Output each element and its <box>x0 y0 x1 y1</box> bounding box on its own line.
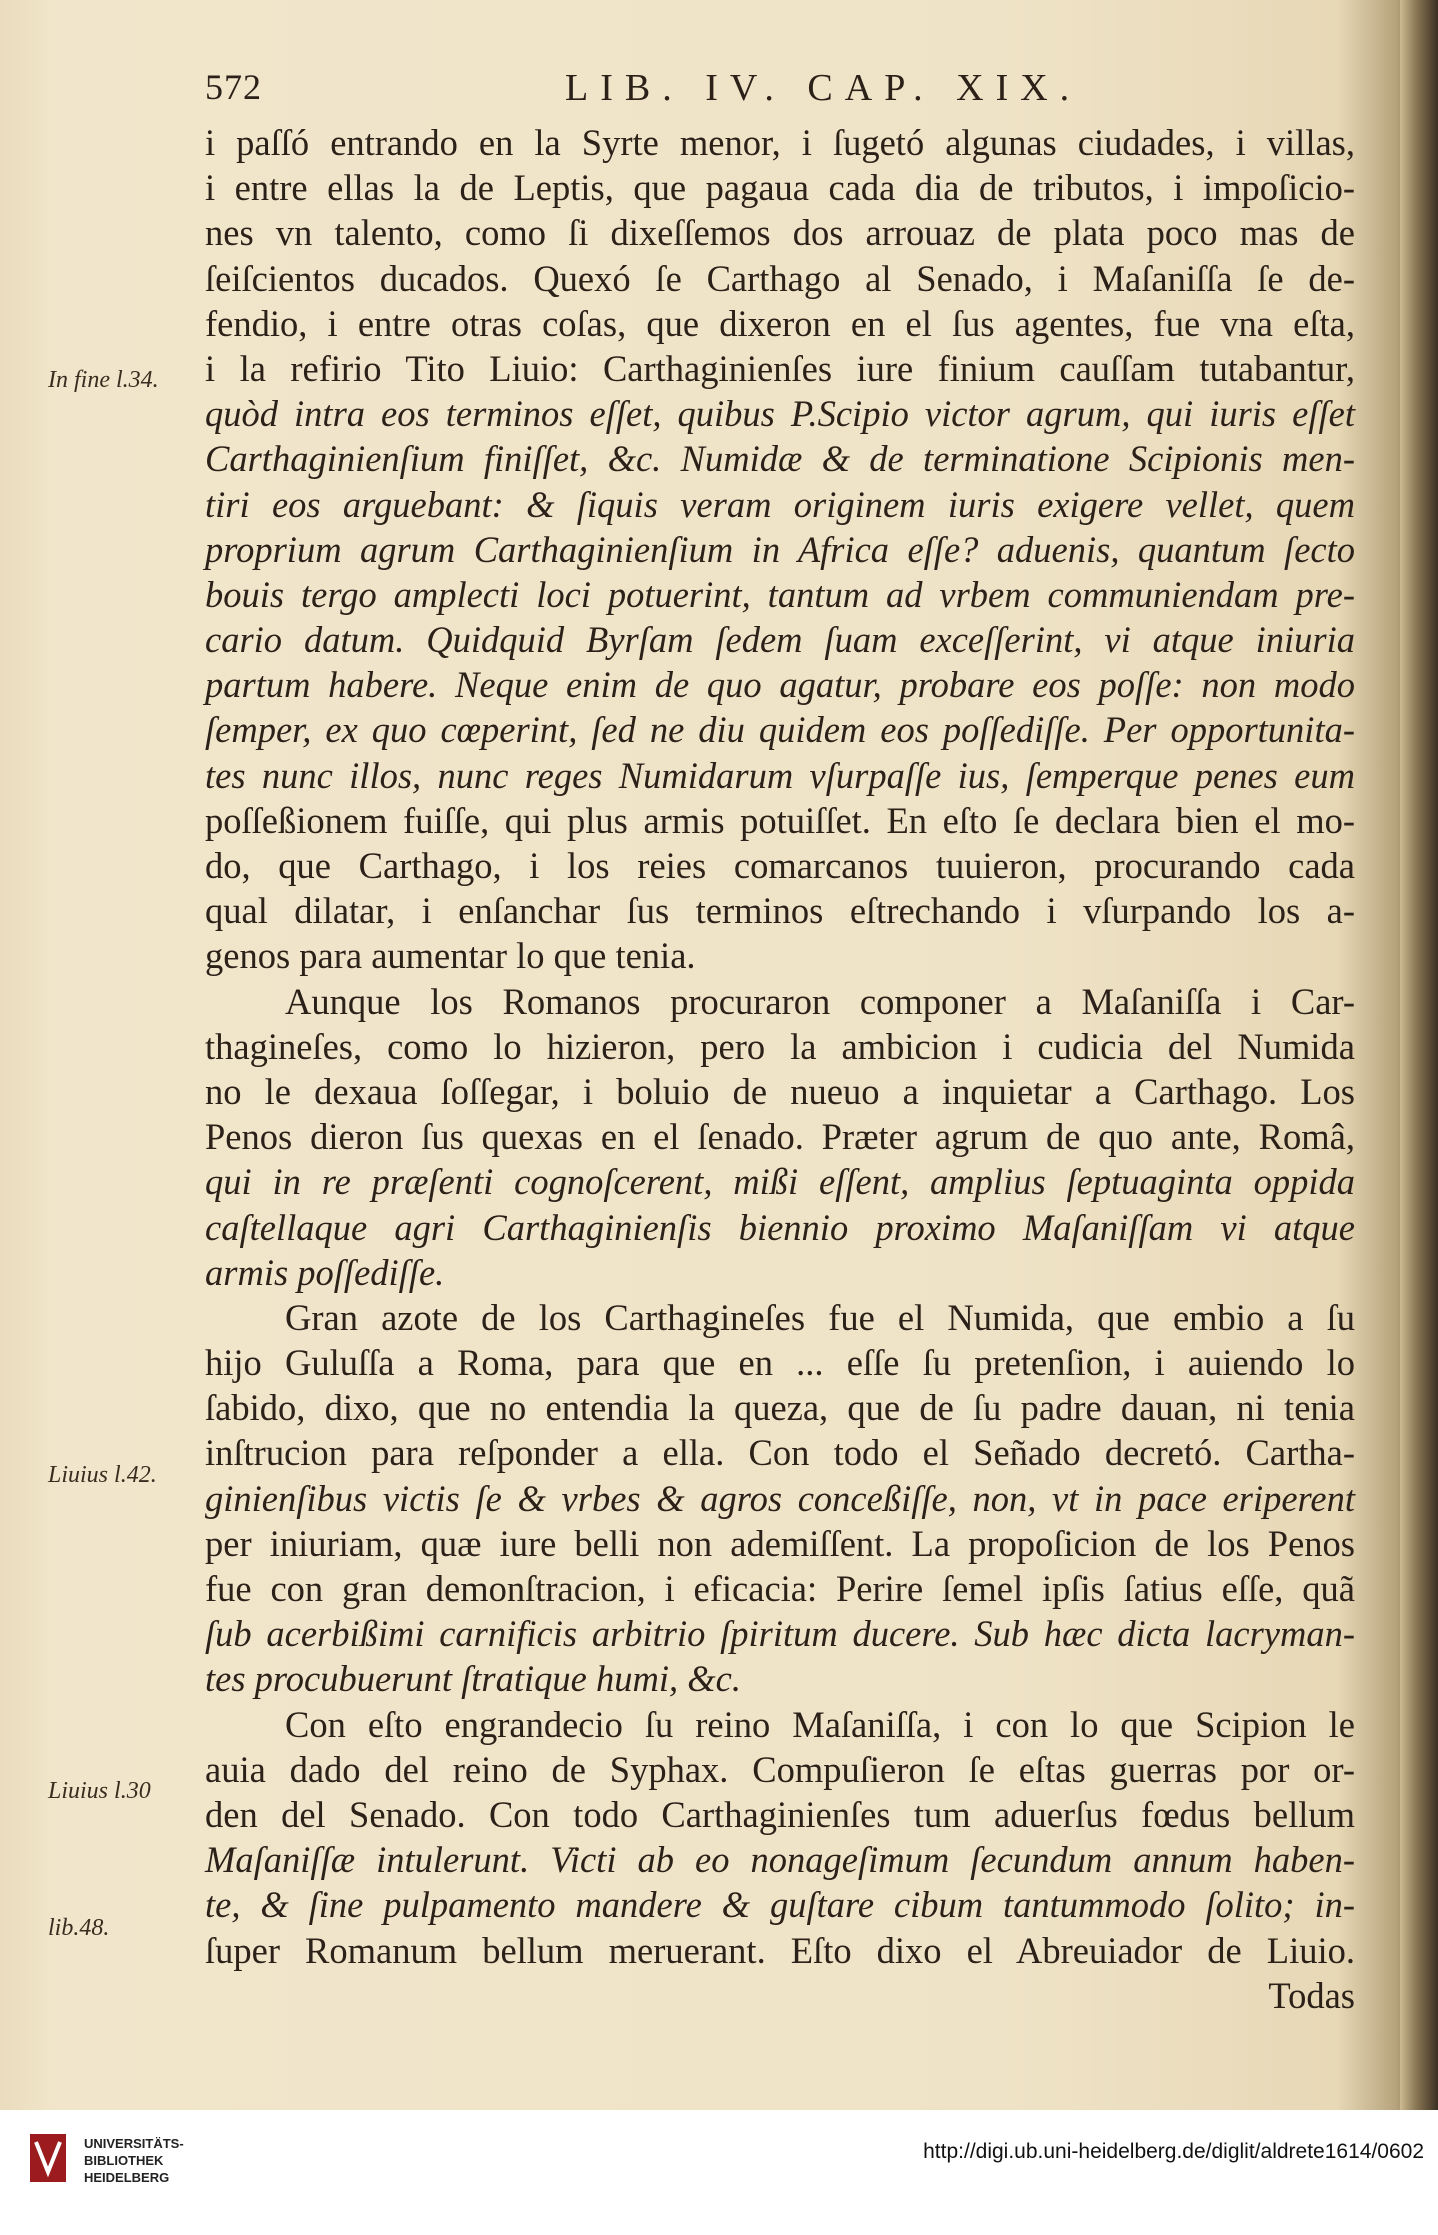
text-line: qual dilatar, i enſanchar ſus terminos eſtrechando i vſurpando los a- <box>205 890 1355 932</box>
text-line: Penos dieron ſus quexas en el ſenado. Præter agrum de quo ante, Româ, <box>205 1116 1355 1158</box>
text-line: ſuper Romanum bellum meruerant. Eſto dixo el Abreuiador de Liuio. <box>205 1929 1355 1971</box>
text-line: caſtellaque agri Carthaginienſis biennio proximo Maſaniſſam vi atque <box>205 1206 1355 1248</box>
text-line: partum habere. Neque enim de quo agatur, probare eos poſſe: non modo <box>205 664 1355 706</box>
university-seal-icon <box>28 2132 68 2184</box>
text-line: fue con gran demonſtracion, i eficacia: Perire ſemel ipſis ſatius eſſe, quã <box>205 1568 1355 1609</box>
text-line: per iniuriam, quæ iure belli non ademiſſent. La propoſicion de los Penos <box>205 1522 1355 1564</box>
margin-note: Liuius l.30 <box>48 1778 151 1804</box>
text-line: fendio, i entre otras coſas, que dixeron en el ſus agentes, fue vna eſta, <box>205 302 1355 344</box>
text-line: te, & ſine pulpamento mandere & guſtare cibum tantummodo ſolito; in- <box>205 1884 1355 1926</box>
text-line: hijo Guluſſa a Roma, para que en ... eſſe ſu pretenſion, i auiendo lo <box>205 1342 1355 1384</box>
chapter-heading: LIB. IV. CAP. XIX. <box>565 67 1082 109</box>
text-line: no le dexaua ſoſſegar, i boluio de nueuo a inquietar a Carthago. Los <box>205 1070 1355 1112</box>
text-line: ſeiſcientos ducados. Quexó ſe Carthago al Senado, i Maſaniſſa ſe de- <box>205 257 1355 299</box>
text-line: ſub acerbißimi carnificis arbitrio ſpiritum ducere. Sub hæc dicta lacryman- <box>205 1613 1355 1655</box>
text-line: tes procubuerunt ſtratique humi, &c. <box>205 1658 741 1700</box>
text-line: qui in re præſenti cognoſcerent, mißi eſſent, amplius ſeptuaginta oppida <box>205 1161 1355 1203</box>
text-line: i la refirio Tito Liuio: Carthaginienſes iure finium cauſſam tutabantur, <box>205 347 1355 389</box>
text-line: do, que Carthago, i los reies comarcanos tuuieron, procurando cada <box>205 845 1355 886</box>
digitization-footer <box>0 2110 1438 2235</box>
text-line: cario datum. Quidquid Byrſam ſedem ſuam exceſſerint, vi atque iniuria <box>205 619 1355 661</box>
text-line: poſſeßionem fuiſſe, qui plus armis potuiſſet. En eſto ſe declara bien el mo- <box>205 799 1355 841</box>
text-line: bouis tergo amplecti loci potuerint, tantum ad vrbem communiendam pre- <box>205 573 1355 615</box>
margin-note: lib.48. <box>48 1915 110 1941</box>
text-line: tes nunc illos, nunc reges Numidarum vſurpaſſe ius, ſemperque penes eum <box>205 754 1355 796</box>
text-line: den del Senado. Con todo Carthaginienſes tum aduerſus fœdus bellum <box>205 1793 1355 1835</box>
margin-note: In fine l.34. <box>48 367 159 393</box>
text-line: Aunque los Romanos procuraron componer a Maſaniſſa i Car- <box>285 980 1355 1022</box>
text-line: ſabido, dixo, que no entendia la queza, que de ſu padre dauan, ni tenia <box>205 1387 1355 1429</box>
text-line: i paſſó entrando en la Syrte menor, i ſugetó algunas ciudades, i villas, <box>205 122 1355 163</box>
page-gutter-shadow <box>1400 0 1438 2110</box>
text-line: inſtrucion para reſponder a ella. Con todo el Señado decretó. Cartha- <box>205 1432 1355 1474</box>
text-line: tiri eos arguebant: & ſiquis veram originem iuris exigere vellet, quem <box>205 483 1355 525</box>
text-line: Carthaginienſium finiſſet, &c. Numidæ & de terminatione Scipionis men- <box>205 438 1355 480</box>
source-url-link[interactable]: http://digi.ub.uni-heidelberg.de/diglit/aldrete1614/0602 <box>923 2140 1424 2163</box>
text-line: thagineſes, como lo hizieron, pero la ambicion i cudicia del Numida <box>205 1025 1355 1067</box>
body-text <box>205 120 1355 2018</box>
running-head <box>205 66 1215 116</box>
text-line: armis poſſediſſe. <box>205 1251 445 1293</box>
text-line: Gran azote de los Carthagineſes fue el Numida, que embio a ſu <box>285 1296 1355 1338</box>
text-line: nes vn talento, como ſi dixeſſemos dos arrouaz de plata poco mas de <box>205 212 1355 254</box>
text-line: Maſaniſſæ intulerunt. Victi ab eo nonageſimum ſecundum annum haben- <box>205 1839 1355 1881</box>
text-line: ſemper, ex quo cœperint, ſed ne diu quidem eos poſſediſſe. Per opportunita- <box>205 709 1355 751</box>
page-number: 572 <box>205 67 262 107</box>
text-line: proprium agrum Carthaginienſium in Africa eſſe? aduenis, quantum ſecto <box>205 528 1355 570</box>
margin-note: Liuius l.42. <box>48 1462 157 1488</box>
library-name: UNIVERSITÄTS- BIBLIOTHEK HEIDELBERG <box>84 2136 184 2185</box>
text-line: genos para aumentar lo que tenia. <box>205 935 696 977</box>
catchword: Todas <box>1268 1974 1355 2016</box>
text-line: auia dado del reino de Syphax. Compuſieron ſe eſtas guerras por or- <box>205 1748 1355 1790</box>
text-line: i entre ellas la de Leptis, que pagaua cada dia de tributos, i impoſicio- <box>205 167 1355 209</box>
text-line: Con eſto engrandecio ſu reino Maſaniſſa, i con lo que Scipion le <box>285 1703 1355 1745</box>
text-line: quòd intra eos terminos eſſet, quibus P.Scipio victor agrum, qui iuris eſſet <box>205 393 1355 435</box>
text-line: ginienſibus victis ſe & vrbes & agros conceßiſſe, non, vt in pace eriperent <box>205 1477 1355 1519</box>
